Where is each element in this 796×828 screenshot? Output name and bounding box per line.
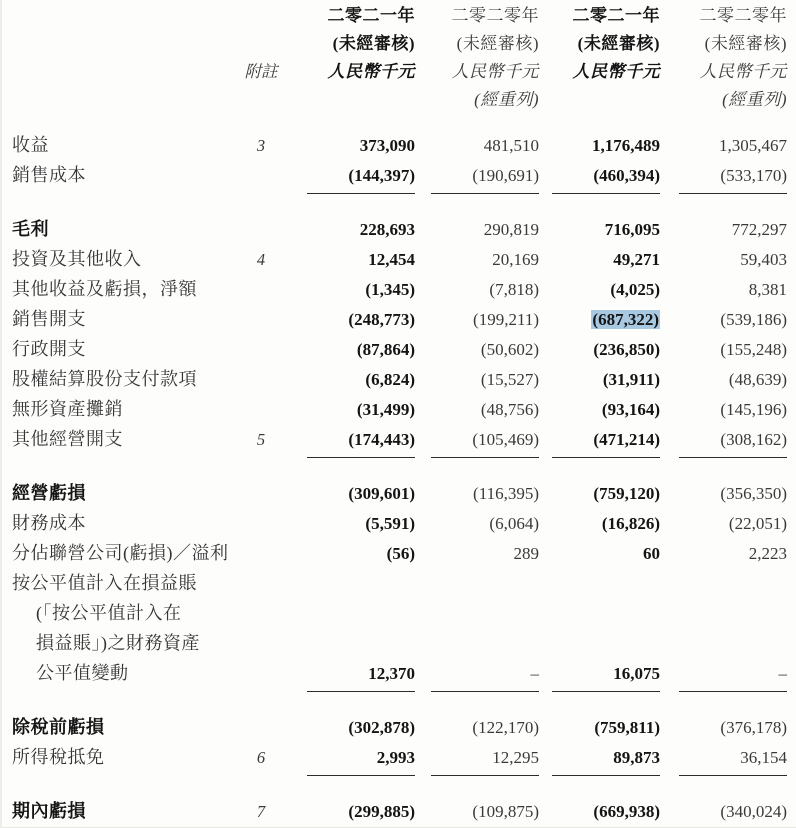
value-text: (4,025) xyxy=(610,280,660,299)
value-cell xyxy=(288,161,415,194)
value-text: (539,186) xyxy=(720,310,787,329)
note-reference: 5 xyxy=(256,430,266,449)
value-cell xyxy=(415,425,539,458)
value-text: 8,381 xyxy=(748,280,787,299)
value-cell xyxy=(415,659,539,692)
value-text: (122,170) xyxy=(472,718,539,737)
value-text: (50,602) xyxy=(480,340,539,359)
row-label: 銷售開支 xyxy=(12,309,86,329)
notes-column-header: 附註 xyxy=(244,62,278,81)
value-text: 16,075 xyxy=(552,659,660,692)
value-text: (155,248) xyxy=(720,340,787,359)
value-cell xyxy=(660,335,787,365)
value-cell xyxy=(539,245,660,275)
value-cell xyxy=(288,245,415,275)
header-audit-col3: (未經審核) xyxy=(577,34,660,53)
value-cell xyxy=(415,305,539,335)
value-cell xyxy=(539,215,660,245)
value-text: (6,824) xyxy=(365,370,415,389)
value-text: (299,885) xyxy=(307,797,415,828)
value-text: 1,305,467 xyxy=(719,136,787,155)
value-text: (15,527) xyxy=(480,370,539,389)
header-row-currency xyxy=(12,58,796,86)
table-row xyxy=(12,712,796,742)
value-text: 716,095 xyxy=(604,220,660,239)
table-row xyxy=(12,364,796,394)
value-cell xyxy=(415,797,539,828)
row-label: (「按公平值計入在 xyxy=(36,603,182,623)
value-cell xyxy=(660,509,787,539)
row-label: 期內虧損 xyxy=(12,801,86,821)
header-restated-col4: (經重列) xyxy=(722,90,787,109)
row-label: 投資及其他收入 xyxy=(12,249,142,269)
header-year-col4: 二零二零年 xyxy=(699,6,787,25)
value-text: (460,394) xyxy=(552,161,660,194)
value-cell xyxy=(539,305,660,335)
value-cell xyxy=(539,797,660,828)
value-text: (199,211) xyxy=(473,310,539,329)
value-cell xyxy=(415,743,539,776)
value-text: (22,051) xyxy=(728,514,787,533)
value-cell xyxy=(660,161,787,194)
value-text: 12,370 xyxy=(307,659,415,692)
value-text: (356,350) xyxy=(720,484,787,503)
row-label: 其他收益及虧損，淨額 xyxy=(12,279,197,299)
value-cell xyxy=(288,509,415,539)
value-cell xyxy=(539,509,660,539)
value-text: 772,297 xyxy=(731,220,787,239)
value-text: (116,395) xyxy=(473,484,539,503)
value-text: (48,639) xyxy=(728,370,787,389)
value-cell xyxy=(415,245,539,275)
value-text: (31,911) xyxy=(602,370,660,389)
row-label: 經營虧損 xyxy=(12,483,86,503)
note-reference: 4 xyxy=(256,250,266,269)
value-text: 481,510 xyxy=(483,136,539,155)
table-row xyxy=(12,424,796,454)
value-text: (236,850) xyxy=(593,340,660,359)
value-cell xyxy=(415,479,539,509)
value-text xyxy=(552,305,660,335)
value-text: (31,499) xyxy=(356,400,415,419)
row-label: 財務成本 xyxy=(12,513,86,533)
value-cell xyxy=(539,539,660,569)
table-row xyxy=(12,304,796,334)
value-text: (109,875) xyxy=(431,797,539,828)
value-text: 60 xyxy=(643,544,660,563)
value-cell xyxy=(660,245,787,275)
row-label: 按公平值計入在損益賬 xyxy=(12,573,197,593)
value-text: 89,873 xyxy=(552,743,660,776)
value-text: (56) xyxy=(386,544,415,563)
value-text: (533,170) xyxy=(679,161,787,194)
value-cell xyxy=(539,365,660,395)
value-text: 1,176,489 xyxy=(592,136,660,155)
value-text: (340,024) xyxy=(679,797,787,828)
value-text: (471,214) xyxy=(552,425,660,458)
header-row-year xyxy=(12,2,796,30)
header-audit-col2: (未經審核) xyxy=(456,34,539,53)
value-cell xyxy=(288,365,415,395)
table-row xyxy=(12,598,796,628)
value-cell xyxy=(288,335,415,365)
value-text: 12,295 xyxy=(431,743,539,776)
value-text: 290,819 xyxy=(483,220,539,239)
header-year-col3: 二零二一年 xyxy=(572,6,660,25)
row-label: 毛利 xyxy=(12,219,49,239)
value-text: (302,878) xyxy=(348,718,415,737)
value-text: (93,164) xyxy=(601,400,660,419)
value-text: (376,178) xyxy=(720,718,787,737)
row-label: 分佔聯營公司(虧損)／溢利 xyxy=(12,543,229,563)
value-text: (190,691) xyxy=(431,161,539,194)
header-year-col2: 二零二零年 xyxy=(451,6,539,25)
value-text: – xyxy=(679,659,787,692)
value-cell xyxy=(415,215,539,245)
value-cell xyxy=(660,275,787,305)
header-row-restated xyxy=(12,86,796,114)
value-cell xyxy=(660,659,787,692)
value-cell xyxy=(415,539,539,569)
value-cell xyxy=(660,215,787,245)
value-cell xyxy=(660,131,787,161)
value-text: (7,818) xyxy=(489,280,539,299)
row-label: 其他經營開支 xyxy=(12,429,123,449)
value-cell xyxy=(660,479,787,509)
value-cell xyxy=(288,797,415,828)
header-audit-col4: (未經審核) xyxy=(704,34,787,53)
value-text: (759,811) xyxy=(594,718,660,737)
value-cell xyxy=(660,395,787,425)
table-row xyxy=(12,478,796,508)
value-text: (144,397) xyxy=(307,161,415,194)
value-cell xyxy=(660,539,787,569)
value-cell xyxy=(415,395,539,425)
table-row xyxy=(12,658,796,688)
value-text: (16,826) xyxy=(601,514,660,533)
table-row xyxy=(12,508,796,538)
table-row xyxy=(12,160,796,190)
value-cell xyxy=(288,395,415,425)
value-cell xyxy=(539,479,660,509)
value-cell xyxy=(415,365,539,395)
value-cell xyxy=(539,275,660,305)
value-cell xyxy=(288,131,415,161)
header-year-col1: 二零二一年 xyxy=(327,6,415,25)
header-currency-col4: 人民幣千元 xyxy=(699,62,787,81)
table-row xyxy=(12,742,796,772)
value-text: (6,064) xyxy=(489,514,539,533)
value-text: (87,864) xyxy=(356,340,415,359)
value-cell xyxy=(288,743,415,776)
row-label: 無形資產攤銷 xyxy=(12,399,123,419)
value-cell xyxy=(288,215,415,245)
value-cell xyxy=(660,425,787,458)
table-row xyxy=(12,244,796,274)
value-cell xyxy=(415,713,539,743)
highlighted-value: (687,322) xyxy=(592,310,659,329)
note-reference: 6 xyxy=(256,748,266,767)
value-cell xyxy=(660,713,787,743)
row-label: 所得稅抵免 xyxy=(12,747,105,767)
value-text: (308,162) xyxy=(679,425,787,458)
value-cell xyxy=(288,425,415,458)
value-text: (174,443) xyxy=(307,425,415,458)
value-text: 289 xyxy=(513,544,539,563)
note-reference: 3 xyxy=(256,136,266,155)
value-text: 2,223 xyxy=(748,544,787,563)
value-text: 59,403 xyxy=(740,250,787,269)
table-row xyxy=(12,796,796,826)
header-audit-col1: (未經審核) xyxy=(332,34,415,53)
table-row xyxy=(12,628,796,658)
table-row xyxy=(12,214,796,244)
value-cell xyxy=(415,131,539,161)
value-cell xyxy=(288,539,415,569)
value-cell xyxy=(539,659,660,692)
value-text: 36,154 xyxy=(679,743,787,776)
value-cell xyxy=(539,131,660,161)
value-cell xyxy=(660,797,787,828)
value-cell xyxy=(415,509,539,539)
value-cell xyxy=(415,275,539,305)
value-cell xyxy=(539,161,660,194)
value-text: 49,271 xyxy=(613,250,660,269)
row-label: 行政開支 xyxy=(12,339,86,359)
value-text: (105,469) xyxy=(431,425,539,458)
table-row xyxy=(12,130,796,160)
row-label: 銷售成本 xyxy=(12,165,86,185)
value-cell xyxy=(539,335,660,365)
header-row-audit xyxy=(12,30,796,58)
value-text: 373,090 xyxy=(359,136,415,155)
value-text: 20,169 xyxy=(492,250,539,269)
value-cell xyxy=(539,713,660,743)
note-reference: 7 xyxy=(256,802,266,821)
header-body-gap xyxy=(12,114,796,130)
value-text: 12,454 xyxy=(368,250,415,269)
statement-rows xyxy=(12,130,796,826)
header-currency-col2: 人民幣千元 xyxy=(451,62,539,81)
value-text: (248,773) xyxy=(348,310,415,329)
table-row xyxy=(12,568,796,598)
row-label: 收益 xyxy=(12,135,49,155)
row-label: 公平值變動 xyxy=(36,663,129,683)
table-row xyxy=(12,274,796,304)
row-label: 除稅前虧損 xyxy=(12,717,105,737)
value-text: (1,345) xyxy=(365,280,415,299)
value-cell xyxy=(660,305,787,335)
value-text: 2,993 xyxy=(307,743,415,776)
value-text: (5,591) xyxy=(365,514,415,533)
value-cell xyxy=(288,713,415,743)
header-restated-col2: (經重列) xyxy=(474,90,539,109)
table-row xyxy=(12,334,796,364)
row-label: 股權結算股份支付款項 xyxy=(12,369,197,389)
value-cell xyxy=(415,335,539,365)
value-text: (309,601) xyxy=(348,484,415,503)
value-cell xyxy=(660,743,787,776)
value-text: (48,756) xyxy=(480,400,539,419)
value-cell xyxy=(660,365,787,395)
value-text: (759,120) xyxy=(593,484,660,503)
value-cell xyxy=(415,161,539,194)
value-text: (669,938) xyxy=(552,797,660,828)
value-text: – xyxy=(431,659,539,692)
header-currency-col1: 人民幣千元 xyxy=(327,62,415,81)
value-cell xyxy=(288,305,415,335)
table-row xyxy=(12,394,796,424)
value-cell xyxy=(288,659,415,692)
value-text: (145,196) xyxy=(720,400,787,419)
value-cell xyxy=(288,479,415,509)
row-label: 損益賬」)之財務資產 xyxy=(36,633,200,653)
value-cell xyxy=(288,275,415,305)
table-row xyxy=(12,538,796,568)
value-cell xyxy=(539,395,660,425)
statement-table xyxy=(2,0,796,826)
value-cell xyxy=(539,425,660,458)
value-cell xyxy=(539,743,660,776)
header-currency-col3: 人民幣千元 xyxy=(572,62,660,81)
value-text: 228,693 xyxy=(359,220,415,239)
